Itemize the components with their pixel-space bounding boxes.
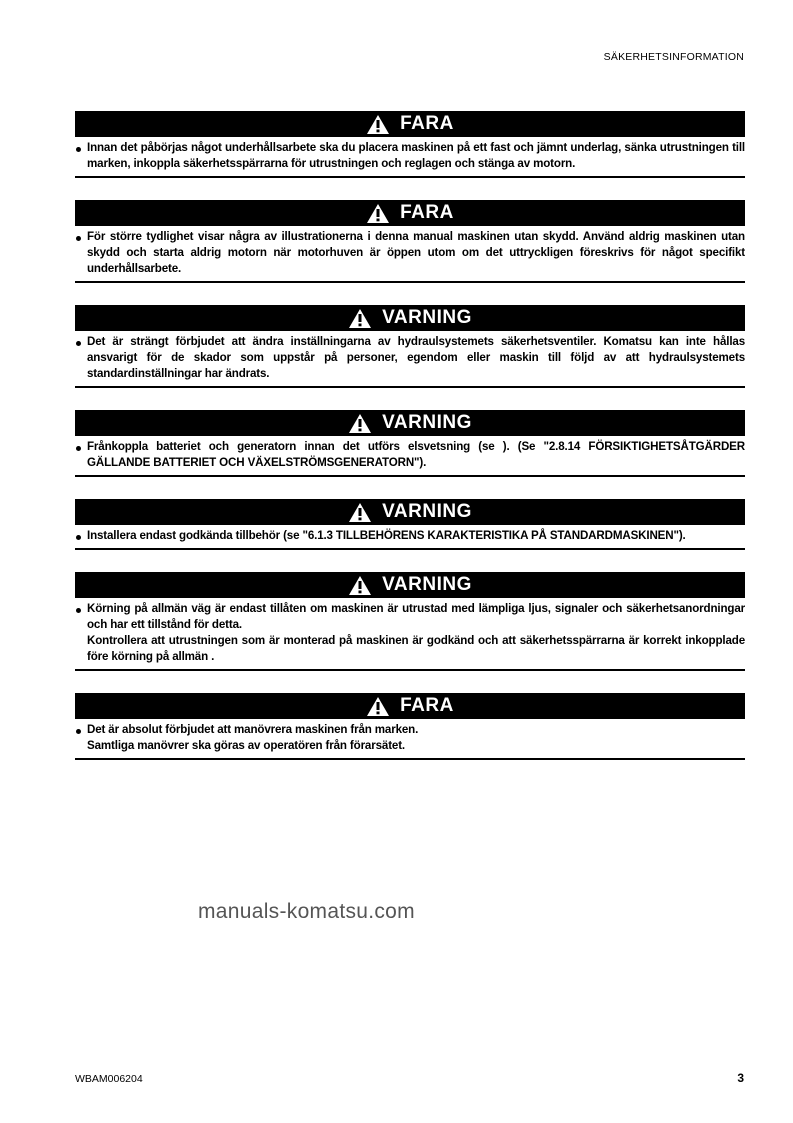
page-number: 3 [737,1071,744,1085]
divider [75,386,745,388]
safety-notice [75,111,745,178]
safety-notice [75,410,745,477]
divider [75,758,745,760]
notice-header [75,693,745,719]
notice-text: Det är absolut förbjudet att manövrera maskinen från marken. [87,723,419,736]
bullet [76,729,81,734]
notice-header [75,111,745,137]
notice-level: VARNING [382,412,472,433]
safety-notice [75,499,745,550]
notice-text: Innan det påbörjas något underhållsarbete ska du placera maskinen på ett fast och jämnt underlag, sänka utrustningen till marken, inkoppla säkerhetsspärrarna för utrustningen och reglagen och stänga av motorn. [87,141,745,170]
notice-text: Samtliga manövrer ska göras av operatören från förarsätet. [87,739,405,752]
warning-triangle-icon [348,413,372,434]
bullet [76,535,81,540]
notice-header [75,499,745,525]
notice-header [75,200,745,226]
safety-notice [75,200,745,283]
bullet [76,446,81,451]
notice-header [75,305,745,331]
notice-header [75,410,745,436]
notice-level: VARNING [382,307,472,328]
bullet [76,341,81,346]
notice-text: Det är strängt förbjudet att ändra inställningarna av hydraulsystemets säkerhetsventiler. Komatsu kan inte hållas ansvarigt för de skador som uppstår på personer, egendom eller maskin till följd av att hydraulsystemets standardinställningar har ändrats. [87,335,745,380]
notice-text: Körning på allmän väg är endast tillåten om maskinen är utrustad med lämpliga ljus, signaler och säkerhetsanordningar och har ett tillstånd för detta. [87,602,745,631]
notice-level: VARNING [382,501,472,522]
warning-triangle-icon [348,502,372,523]
divider [75,548,745,550]
divider [75,669,745,671]
notices-list [75,111,745,782]
warning-triangle-icon [366,114,390,135]
notice-level: FARA [400,202,454,223]
section-header: SÄKERHETSINFORMATION [603,51,744,63]
divider [75,281,745,283]
warning-triangle-icon [366,203,390,224]
notice-text: Kontrollera att utrustningen som är monterad på maskinen är godkänd och att säkerhetsspärrarna är korrekt inkopplade före körning på allmän . [87,634,745,663]
warning-triangle-icon [348,308,372,329]
notice-level: VARNING [382,574,472,595]
notice-text: Frånkoppla batteriet och generatorn innan det utförs elsvetsning (se ). (Se "2.8.14 FÖRSIKTIGHETSÅTGÄRDER GÄLLANDE BATTERIET OCH VÄXELSTRÖMSGENERATORN"). [87,440,745,469]
notice-level: FARA [400,695,454,716]
watermark: manuals-komatsu.com [198,900,415,923]
bullet [76,608,81,613]
notice-text: Installera endast godkända tillbehör (se "6.1.3 TILLBEHÖRENS KARAKTERISTIKA PÅ STANDARDMASKINEN"). [87,529,686,542]
notice-level: FARA [400,113,454,134]
bullet [76,236,81,241]
safety-notice [75,572,745,671]
safety-notice [75,693,745,760]
warning-triangle-icon [348,575,372,596]
notice-text: För större tydlighet visar några av illustrationerna i denna manual maskinen utan skydd. Använd aldrig maskinen utan skydd och starta aldrig motorn när motorhuven är öppen utom om det uttryckligen föreskrivs för något specifikt underhållsarbete. [87,230,745,275]
divider [75,176,745,178]
document-code: WBAM006204 [75,1073,143,1085]
warning-triangle-icon [366,696,390,717]
safety-notice [75,305,745,388]
divider [75,475,745,477]
notice-header [75,572,745,598]
bullet [76,147,81,152]
